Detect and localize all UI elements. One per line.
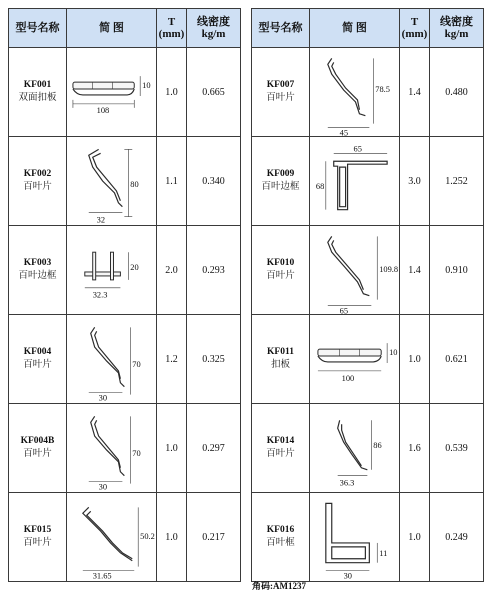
svg-text:30: 30 <box>98 393 108 403</box>
table-row <box>252 48 484 137</box>
svg-text:80: 80 <box>130 179 139 189</box>
svg-text:78.5: 78.5 <box>375 85 390 94</box>
svg-text:108: 108 <box>96 105 110 115</box>
header-thickness: T (mm) <box>157 9 187 48</box>
header-thickness: T (mm) <box>400 9 430 48</box>
density-cell: 0.621 <box>430 315 484 404</box>
density-cell: 0.293 <box>187 226 241 315</box>
profile-sketch <box>310 48 400 137</box>
model-name-cell: KF016 百叶框 <box>252 493 310 582</box>
thickness-cell: 1.0 <box>157 404 187 493</box>
table-row <box>252 137 484 226</box>
svg-text:86: 86 <box>373 441 382 450</box>
svg-text:20: 20 <box>130 263 139 272</box>
svg-text:11: 11 <box>379 548 388 558</box>
profile-table-right <box>251 8 484 582</box>
profile-sketch <box>310 226 400 315</box>
profile-sketch <box>310 315 400 404</box>
density-cell: 0.249 <box>430 493 484 582</box>
svg-text:50.2: 50.2 <box>140 531 155 541</box>
header-sketch: 简 图 <box>310 9 400 48</box>
table-header <box>9 9 241 48</box>
table-row <box>9 137 241 226</box>
profile-sketch <box>67 315 157 404</box>
header-density: 线密度 kg/m <box>187 9 241 48</box>
table-row <box>252 404 484 493</box>
table-row <box>9 493 241 582</box>
svg-text:65: 65 <box>353 144 362 154</box>
svg-text:32.3: 32.3 <box>92 290 108 300</box>
header-sketch: 简 图 <box>67 9 157 48</box>
model-name-cell: KF002 百叶片 <box>9 137 67 226</box>
model-name-cell: KF007 百叶片 <box>252 48 310 137</box>
model-name-cell: KF004B 百叶片 <box>9 404 67 493</box>
header-model-name: 型号名称 <box>9 9 67 48</box>
thickness-cell: 1.0 <box>157 48 187 137</box>
profile-sketch <box>67 48 157 137</box>
table-header <box>252 9 484 48</box>
svg-text:70: 70 <box>132 359 141 369</box>
svg-text:30: 30 <box>98 482 108 492</box>
table-row <box>9 315 241 404</box>
thickness-cell: 1.1 <box>157 137 187 226</box>
profile-sketch <box>67 493 157 582</box>
profile-sketch <box>67 226 157 315</box>
profile-sketch <box>310 137 400 226</box>
profile-sketch <box>310 493 400 582</box>
svg-text:30: 30 <box>343 571 353 581</box>
density-cell: 0.910 <box>430 226 484 315</box>
density-cell: 0.297 <box>187 404 241 493</box>
density-cell: 0.665 <box>187 48 241 137</box>
svg-text:70: 70 <box>132 448 141 458</box>
model-name-cell: KF003 百叶边框 <box>9 226 67 315</box>
svg-text:10: 10 <box>142 81 151 91</box>
svg-text:68: 68 <box>315 181 325 191</box>
svg-text:109.8: 109.8 <box>379 264 399 274</box>
model-name-cell: KF011 扣板 <box>252 315 310 404</box>
thickness-cell: 1.0 <box>400 315 430 404</box>
profile-sketch <box>67 137 157 226</box>
model-name-cell: KF001 双面扣板 <box>9 48 67 137</box>
corner-code-note: 角码:AM1237 <box>252 581 306 591</box>
svg-text:31.65: 31.65 <box>92 571 112 581</box>
model-name-cell: KF014 百叶片 <box>252 404 310 493</box>
svg-text:36.3: 36.3 <box>339 478 355 488</box>
thickness-cell: 1.0 <box>157 493 187 582</box>
thickness-cell: 1.4 <box>400 226 430 315</box>
model-name-cell: KF004 百叶片 <box>9 315 67 404</box>
density-cell: 0.217 <box>187 493 241 582</box>
profile-table-left <box>8 8 241 582</box>
density-cell: 0.325 <box>187 315 241 404</box>
model-name-cell: KF010 百叶片 <box>252 226 310 315</box>
svg-text:100: 100 <box>341 373 355 383</box>
table-row <box>252 315 484 404</box>
header-model-name: 型号名称 <box>252 9 310 48</box>
svg-text:10: 10 <box>389 348 398 358</box>
density-cell: 0.340 <box>187 137 241 226</box>
model-name-cell: KF009 百叶边框 <box>252 137 310 226</box>
table-row <box>9 404 241 493</box>
table-row <box>252 493 484 582</box>
thickness-cell: 1.2 <box>157 315 187 404</box>
svg-text:32: 32 <box>96 215 106 225</box>
density-cell: 0.539 <box>430 404 484 493</box>
svg-text:65: 65 <box>339 306 349 314</box>
model-name-cell: KF015 百叶片 <box>9 493 67 582</box>
thickness-cell: 3.0 <box>400 137 430 226</box>
density-cell: 1.252 <box>430 137 484 226</box>
thickness-cell: 1.4 <box>400 48 430 137</box>
profile-sketch <box>67 404 157 493</box>
svg-text:45: 45 <box>339 128 349 136</box>
thickness-cell: 1.0 <box>400 493 430 582</box>
table-row <box>9 226 241 315</box>
thickness-cell: 2.0 <box>157 226 187 315</box>
table-row <box>9 48 241 137</box>
table-row <box>252 226 484 315</box>
header-density: 线密度 kg/m <box>430 9 484 48</box>
thickness-cell: 1.6 <box>400 404 430 493</box>
profile-sketch <box>310 404 400 493</box>
density-cell: 0.480 <box>430 48 484 137</box>
